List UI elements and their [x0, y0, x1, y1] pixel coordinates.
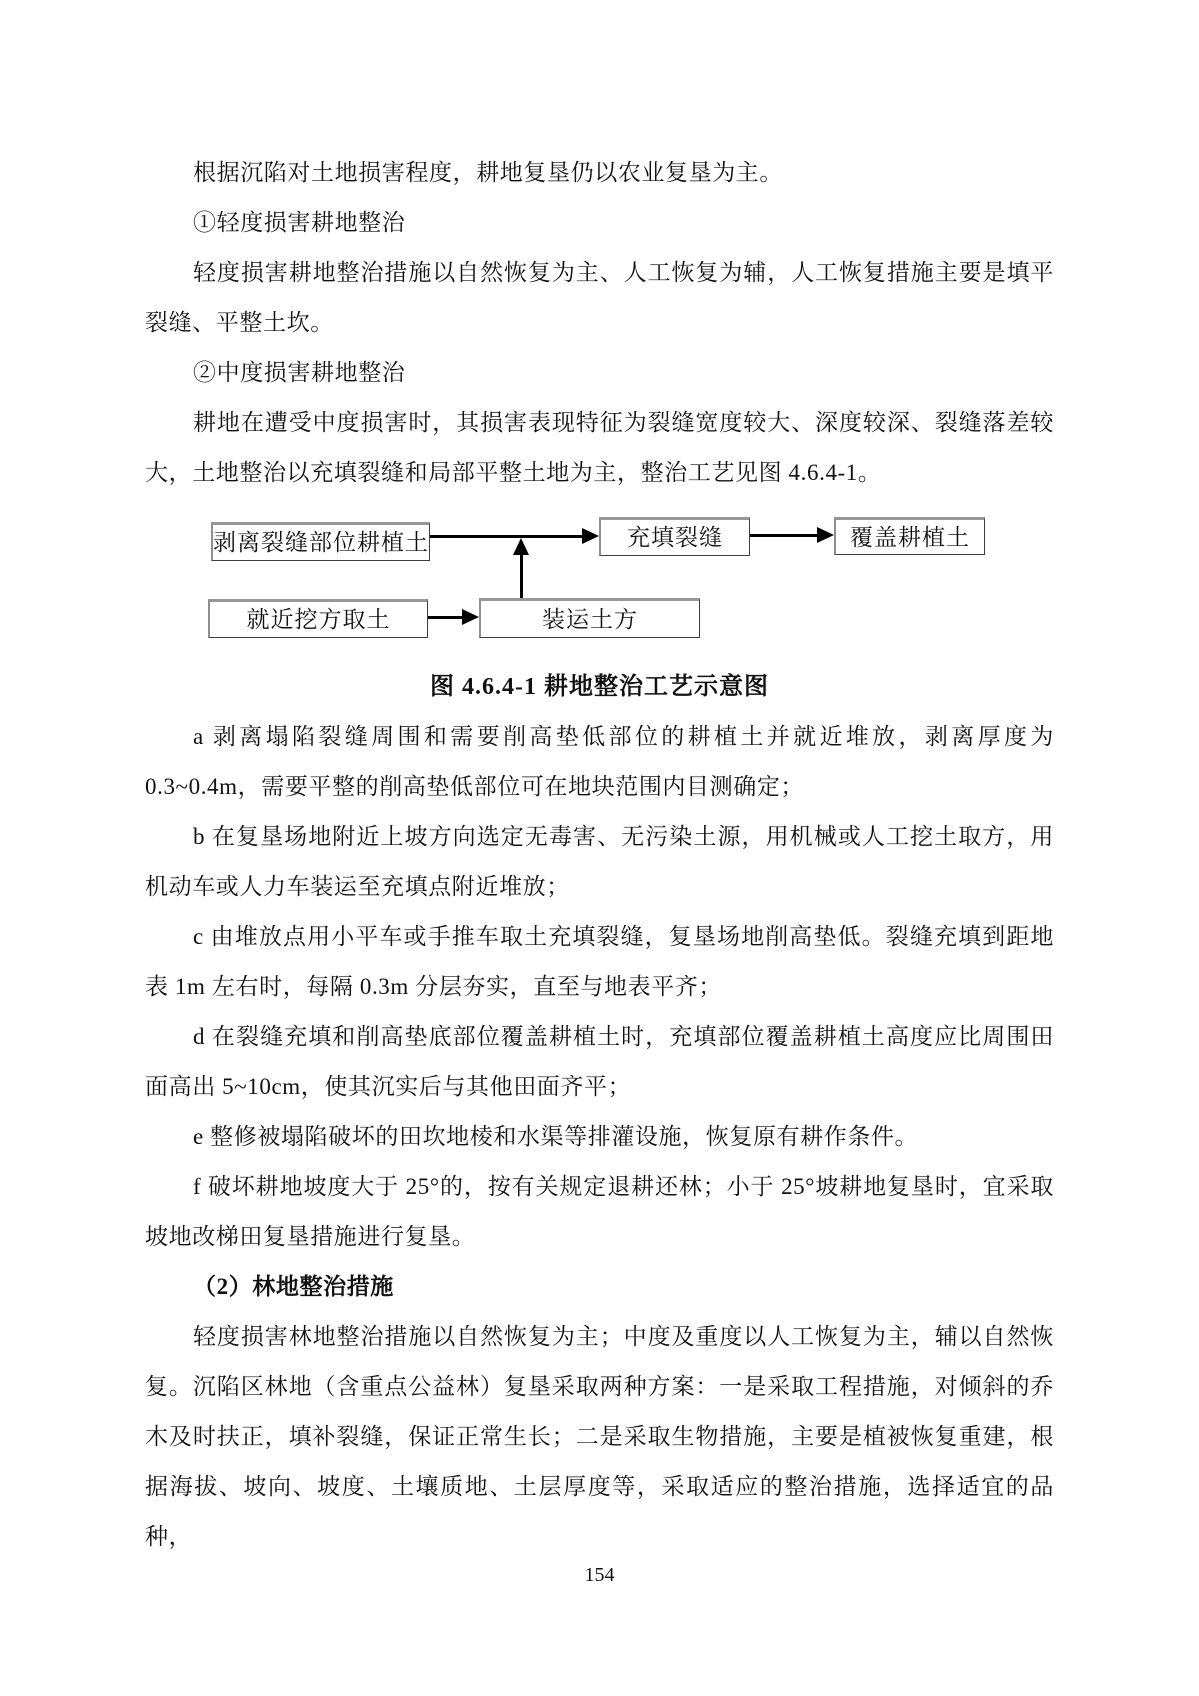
- paragraph-step-c: c 由堆放点用小平车或手推车取土充填裂缝，复垦场地削高垫低。裂缝充填到距地表 1m 左右时，每隔 0.3m 分层夯实，直至与地表平齐；: [145, 924, 1054, 999]
- flow-node-cover-topsoil: 覆盖耕植土: [834, 517, 985, 555]
- paragraph-forest-body: 轻度损害林地整治措施以自然恢复为主；中度及重度以人工恢复为主，辅以自然恢复。沉陷区林地（含重点公益林）复垦采取两种方案：一是采取工程措施，对倾斜的乔木及时扶正，填补裂缝，保证正常生长；二是采取生物措施，主要是植被恢复重建，根据海拔、坡向、坡度、土壤质地、土层厚度等，采取适应的整治措施，选择适宜的品种，: [145, 1324, 1054, 1549]
- paragraph-light-damage-heading: ①轻度损害耕地整治: [193, 210, 406, 235]
- paragraph-step-a: a 剥离塌陷裂缝周围和需要削高垫低部位的耕植土并就近堆放，剥离厚度为 0.3~0.4m，需要平整的削高垫低部位可在地块范围内目测确定；: [145, 724, 1054, 799]
- paragraph-intro: 根据沉陷对土地损害程度，耕地复垦仍以农业复垦为主。: [193, 160, 783, 185]
- section-heading-forest-measures: （2）林地整治措施: [193, 1274, 394, 1299]
- flow-node-load-soil: 装运土方: [479, 598, 700, 638]
- figure-caption: 图 4.6.4-1 耕地整治工艺示意图: [430, 674, 769, 700]
- paragraph-step-f: f 破坏耕地坡度大于 25°的，按有关规定退耕还林；小于 25°坡耕地复垦时，宜采取坡地改梯田复垦措施进行复垦。: [145, 1174, 1054, 1249]
- page-number: 154: [584, 1564, 615, 1586]
- paragraph-step-b: b 在复垦场地附近上坡方向选定无毒害、无污染土源，用机械或人工挖土取方，用机动车或人力车装运至充填点附近堆放；: [145, 824, 1054, 899]
- process-flow-diagram: [145, 517, 1054, 638]
- paragraph-step-d: d 在裂缝充填和削高垫底部位覆盖耕植土时，充填部位覆盖耕植土高度应比周围田面高出 5~10cm，使其沉实后与其他田面齐平；: [145, 1024, 1054, 1099]
- paragraph-medium-damage-body: 耕地在遭受中度损害时，其损害表现特征为裂缝宽度较大、深度较深、裂缝落差较大，土地整治以充填裂缝和局部平整土地为主，整治工艺见图 4.6.4-1。: [145, 410, 1054, 485]
- flow-node-strip-topsoil: 剥离裂缝部位耕植土: [211, 522, 430, 561]
- flow-node-dig-soil: 就近挖方取土: [208, 599, 428, 638]
- flow-node-fill-cracks: 充填裂缝: [599, 517, 750, 556]
- paragraph-medium-damage-heading: ②中度损害耕地整治: [193, 360, 406, 385]
- page-content: [145, 148, 1054, 1562]
- paragraph-light-damage-body: 轻度损害耕地整治措施以自然恢复为主、人工恢复为辅，人工恢复措施主要是填平裂缝、平整土坎。: [145, 260, 1054, 335]
- paragraph-step-e: e 整修被塌陷破坏的田坎地棱和水渠等排灌设施，恢复原有耕作条件。: [193, 1124, 919, 1149]
